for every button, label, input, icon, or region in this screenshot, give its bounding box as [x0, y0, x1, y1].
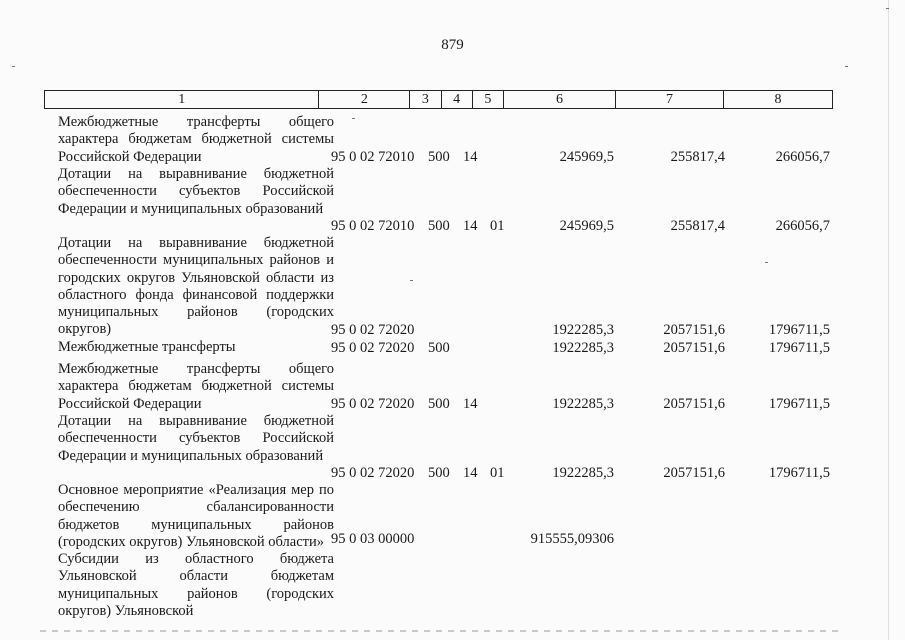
row-value-7: 2057151,6 [663, 464, 725, 481]
row-value-7: 2057151,6 [663, 395, 725, 412]
row-code: 95 0 02 72020 [331, 339, 415, 356]
scan-speck [352, 118, 355, 119]
row-value-6: 245969,5 [559, 217, 614, 234]
row-col4: 14 [463, 217, 478, 234]
row-value-6: 1922285,3 [552, 395, 614, 412]
page-number: 879 [441, 37, 464, 53]
row-value-6: 1922285,3 [552, 321, 614, 338]
header-col-1: 1 [45, 91, 319, 109]
row-description: Межбюджетные трансферты [58, 339, 236, 355]
row-code: 95 0 02 72020 [331, 464, 415, 481]
row-description: Межбюджетные трансферты общего характера бюджетам бюджетной системы Российской Федерации [58, 361, 334, 412]
table-row [44, 413, 844, 482]
header-col-2: 2 [319, 91, 410, 109]
row-description: Дотации на выравнивание бюджетной обеспеченности субъектов Российской Федерации и муниципальных образований [58, 413, 334, 464]
row-value-8: 1796711,5 [768, 464, 830, 481]
scan-bottom-noise [40, 630, 840, 632]
table-row [44, 551, 844, 619]
row-value-8: 1796711,5 [768, 395, 830, 412]
row-value-6: 1922285,3 [552, 464, 614, 481]
row-col4: 14 [463, 395, 478, 412]
scan-speck [12, 66, 15, 67]
row-value-7: 255817,4 [670, 217, 725, 234]
header-col-5: 5 [472, 91, 503, 109]
row-value-7: 2057151,6 [663, 339, 725, 356]
row-description: Дотации на выравнивание бюджетной обеспеченности субъектов Российской Федерации и муниципальных образований [58, 166, 334, 217]
row-col3: 500 [428, 464, 450, 481]
row-code: 95 0 02 72010 [331, 217, 415, 234]
header-col-7: 7 [616, 91, 724, 109]
scan-speck [886, 8, 889, 9]
row-description: Дотации на выравнивание бюджетной обеспеченности муниципальных районов и городских округов Ульяновской области из областного фонда финансовой поддержки муниципальных районов (городских округов) [58, 235, 334, 338]
table-row [44, 166, 844, 235]
table-row [44, 482, 844, 551]
table-header [44, 90, 833, 109]
row-value-8: 266056,7 [775, 148, 830, 165]
row-code: 95 0 02 72010 [331, 148, 415, 165]
row-col4: 14 [463, 464, 478, 481]
table-row [44, 235, 844, 339]
row-col5: 01 [490, 217, 505, 234]
row-col4: 14 [463, 148, 478, 165]
scan-speck [765, 262, 768, 263]
row-col5: 01 [490, 464, 505, 481]
row-code: 95 0 02 72020 [331, 321, 415, 338]
header-col-8: 8 [723, 91, 832, 109]
row-value-8: 1796711,5 [768, 321, 830, 338]
scan-edge-line [888, 0, 889, 640]
scan-speck [845, 66, 848, 67]
row-code: 95 0 02 72020 [331, 395, 415, 412]
header-col-4: 4 [441, 91, 472, 109]
row-value-6: 915555,09306 [530, 530, 614, 547]
row-value-6: 1922285,3 [552, 339, 614, 356]
row-value-7: 2057151,6 [663, 321, 725, 338]
row-value-7: 255817,4 [670, 148, 725, 165]
row-code: 95 0 03 00000 [331, 530, 415, 547]
header-col-6: 6 [504, 91, 616, 109]
row-value-6: 245969,5 [559, 148, 614, 165]
row-description: Субсидии из областного бюджета Ульяновской области бюджетам муниципальных районов (городских округов) Ульяновской [58, 551, 334, 619]
row-col3: 500 [428, 217, 450, 234]
row-value-8: 1796711,5 [768, 339, 830, 356]
row-description: Основное мероприятие «Реализация мер по обеспечению сбалансированности бюджетов муниципальных районов (городских округов) Ульяновской области» [58, 482, 334, 550]
table-row [44, 339, 844, 357]
row-col3: 500 [428, 395, 450, 412]
table-row [44, 361, 844, 413]
row-value-8: 266056,7 [775, 217, 830, 234]
row-col3: 500 [428, 148, 450, 165]
row-description: Межбюджетные трансферты общего характера бюджетам бюджетной системы Российской Федерации [58, 114, 334, 165]
table-row [44, 114, 844, 166]
header-col-3: 3 [410, 91, 441, 109]
scan-speck [410, 280, 413, 281]
row-col3: 500 [428, 339, 450, 356]
